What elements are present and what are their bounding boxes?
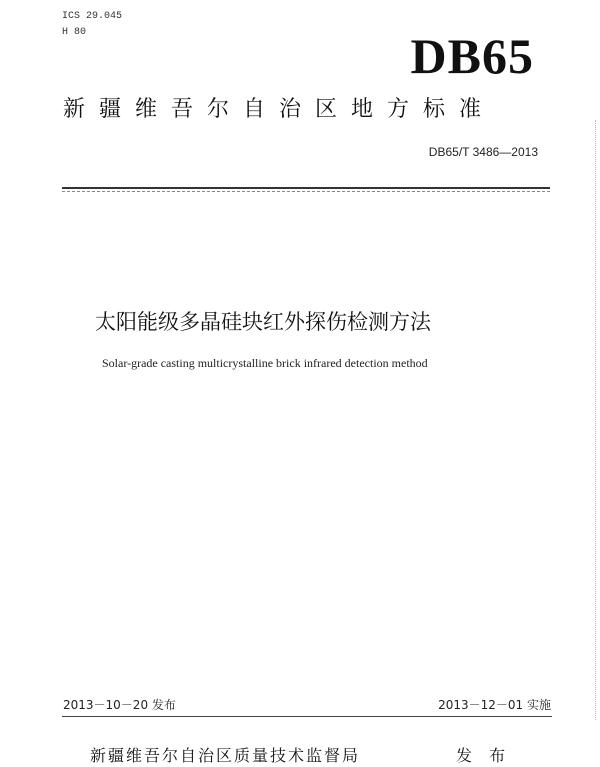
standard-code-logo: DB65 bbox=[410, 28, 534, 84]
ccs-code: H 80 bbox=[62, 27, 87, 38]
ics-code: ICS 29.045 bbox=[62, 11, 123, 22]
standard-number: DB65/T 3486—2013 bbox=[428, 145, 538, 159]
classification-block bbox=[62, 9, 122, 41]
footer-divider bbox=[62, 716, 552, 717]
header-divider bbox=[62, 187, 550, 189]
document-title-chinese: 太阳能级多晶硅块红外探伤检测方法 bbox=[95, 310, 431, 334]
issuing-authority-title: 新疆维吾尔自治区地方标准 bbox=[63, 97, 496, 122]
issuing-organization: 新疆维吾尔自治区质量技术监督局 bbox=[90, 746, 361, 765]
issue-label: 发 布 bbox=[456, 746, 512, 765]
scan-edge-mark bbox=[595, 120, 596, 720]
document-title-english: Solar-grade casting multicrystalline brick infrared detection method bbox=[102, 356, 428, 370]
implementation-date: 2013－12－01 实施 bbox=[438, 698, 551, 712]
header-divider-secondary bbox=[62, 191, 550, 192]
issue-date: 2013－10－20 发布 bbox=[63, 698, 176, 712]
